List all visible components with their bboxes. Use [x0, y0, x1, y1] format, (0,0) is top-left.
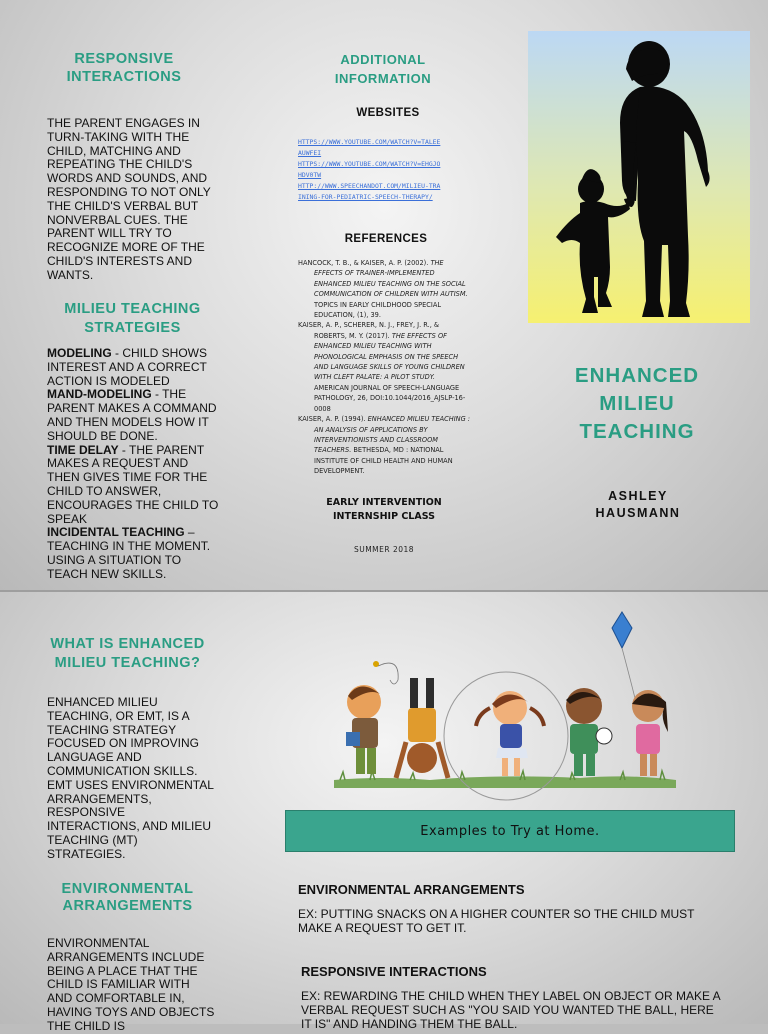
- example-responsive-text: EX: REWARDING THE CHILD WHEN THEY LABEL ON OBJECT OR MAKE A VERBAL REQUEST SUCH AS "YOU SAID YOU WANTED THE BALL, HERE IT IS" AND HANDING THEM THE BALL.: [301, 989, 720, 1031]
- website-link-2[interactable]: HTTPS://WWW.YOUTUBE.COM/WATCH?V=EHGJOHDV0TW: [298, 160, 441, 179]
- silhouette-icon: [528, 31, 750, 323]
- class-name: EARLY INTERVENTION INTERNSHIP CLASS: [326, 497, 442, 522]
- additional-info-title: ADDITIONAL INFORMATION: [334, 52, 432, 86]
- example-env-text: EX: PUTTING SNACKS ON A HIGHER COUNTER SO THE CHILD MUST MAKE A REQUEST TO GET IT.: [298, 907, 695, 935]
- website-link-1[interactable]: HTTPS://WWW.YOUTUBE.COM/WATCH?V=TALEEAUWFEI: [298, 138, 441, 157]
- parent-child-silhouette-image: [528, 31, 750, 323]
- example-responsive-heading: RESPONSIVE INTERACTIONS: [301, 964, 487, 979]
- what-is-emt-title: WHAT IS ENHANCED MILIEU TEACHING?: [50, 636, 205, 671]
- author-name: ASHLEY HAUSMANN: [595, 489, 681, 520]
- environmental-arrangements-body: ENVIRONMENTAL ARRANGEMENTS INCLUDE BEING A PLACE THAT THE CHILD IS FAMILIAR WITH AND COMFORTABLE IN, HAVING TOYS AND OBJECTS THE CHILD IS: [47, 936, 215, 1033]
- term-label: SUMMER 2018: [353, 545, 415, 554]
- environmental-arrangements-title: ENVIRONMENTAL ARRANGEMENTS: [61, 881, 194, 914]
- example-env-heading: ENVIRONMENTAL ARRANGEMENTS: [298, 882, 525, 897]
- what-is-emt-body: ENHANCED MILIEU TEACHING, OR EMT, IS A TEACHING STRATEGY FOCUSED ON IMPROVING LANGUAGE AND COMMUNICATION SKILLS. EMT USES ENVIRONMENTAL ARRANGEMENTS, RESPONSIVE INTERACTIONS, AND MILIEU TEACHING (MT) STRATEGIES.: [47, 695, 214, 861]
- strategy-time-delay: TIME DELAY - THE PARENT MAKES A REQUEST AND THEN GIVES TIME FOR THE CHILD TO ANSWER, ENCOURAGES THE CHILD TO SPEAK: [47, 442, 219, 526]
- responsive-interactions-body: THE PARENT ENGAGES IN TURN-TAKING WITH THE CHILD, MATCHING AND REPEATING THE CHILD'S WORDS AND SOUNDS, AND RESPONDING TO NOT ONLY THE CHILD'S VERBAL BUT NONVERBAL CUES. THE PARENT WILL TRY TO RECOGNIZE MORE OF THE CHILD'S INTERESTS AND WANTS.: [47, 116, 211, 282]
- strategy-mand-modeling: MAND-MODELING - THE PARENT MAKES A COMMAND AND THEN MODELS HOW IT SHOULD BE DONE.: [47, 387, 217, 443]
- strategy-modeling: MODELING - CHILD SHOWS INTEREST AND A CORRECT ACTION IS MODELED: [47, 346, 208, 388]
- examples-banner-text: Examples to Try at Home.: [420, 823, 600, 839]
- strategy-incidental-teaching: INCIDENTAL TEACHING – TEACHING IN THE MOMENT. USING A SITUATION TO TEACH NEW SKILLS.: [47, 525, 211, 581]
- brochure-inside-page: [0, 592, 768, 1033]
- examples-banner: [285, 810, 735, 852]
- responsive-interactions-title: RESPONSIVE INTERACTIONS: [66, 51, 182, 85]
- reference-item: KAISER, A. P. (1994). ENHANCED MILIEU TEACHING : AN ANALYSIS OF APPLICATIONS BY INTERVENTIONISTS AND CLASSROOM TEACHERS. BETHESDA, MD : NATIONAL INSTITUTE OF CHILD HEALTH AND HUMAN DEVELOPMENT.: [298, 415, 470, 476]
- website-link-3[interactable]: HTTP://WWW.SPEECHANDOT.COM/MILIEU-TRAINING-FOR-PEDIATRIC-SPEECH-THERAPY/: [298, 182, 441, 201]
- brochure-title: ENHANCED MILIEU TEACHING: [574, 364, 700, 443]
- milieu-strategies-title: MILIEU TEACHING STRATEGIES: [64, 301, 201, 336]
- website-links: [298, 137, 443, 203]
- references-heading: REFERENCES: [344, 233, 428, 245]
- children-playing-illustration: [330, 608, 680, 796]
- websites-heading: WEBSITES: [356, 107, 420, 119]
- reference-item: KAISER, A. P., SCHERER, N. J., FREY, J. R., & ROBERTS, M. Y. (2017). THE EFFECTS OF ENHANCED MILIEU TEACHING WITH PHONOLOGICAL EMPHASIS ON THE SPEECH AND LANGUAGE SKILLS OF YOUNG CHILDREN WITH CLEFT PALATE: A PILOT STUDY. AMERICAN JOURNAL OF SPEECH-LANGUAGE PATHOLOGY, 26, DOI:10.1044/2016_AJSLP-16-0008: [298, 321, 466, 413]
- references-list: [298, 258, 470, 477]
- strategies-list: [47, 347, 223, 582]
- children-playing-icon: [330, 608, 680, 796]
- reference-item: HANCOCK, T. B., & KAISER, A. P. (2002). THE EFFECTS OF TRAINER-IMPLEMENTED ENHANCED MILIEU TEACHING ON THE SOCIAL COMMUNICATION OF CHILDREN WITH AUTISM. TOPICS IN EARLY CHILDHOOD SPECIAL EDUCATION, (1), 39.: [298, 259, 468, 320]
